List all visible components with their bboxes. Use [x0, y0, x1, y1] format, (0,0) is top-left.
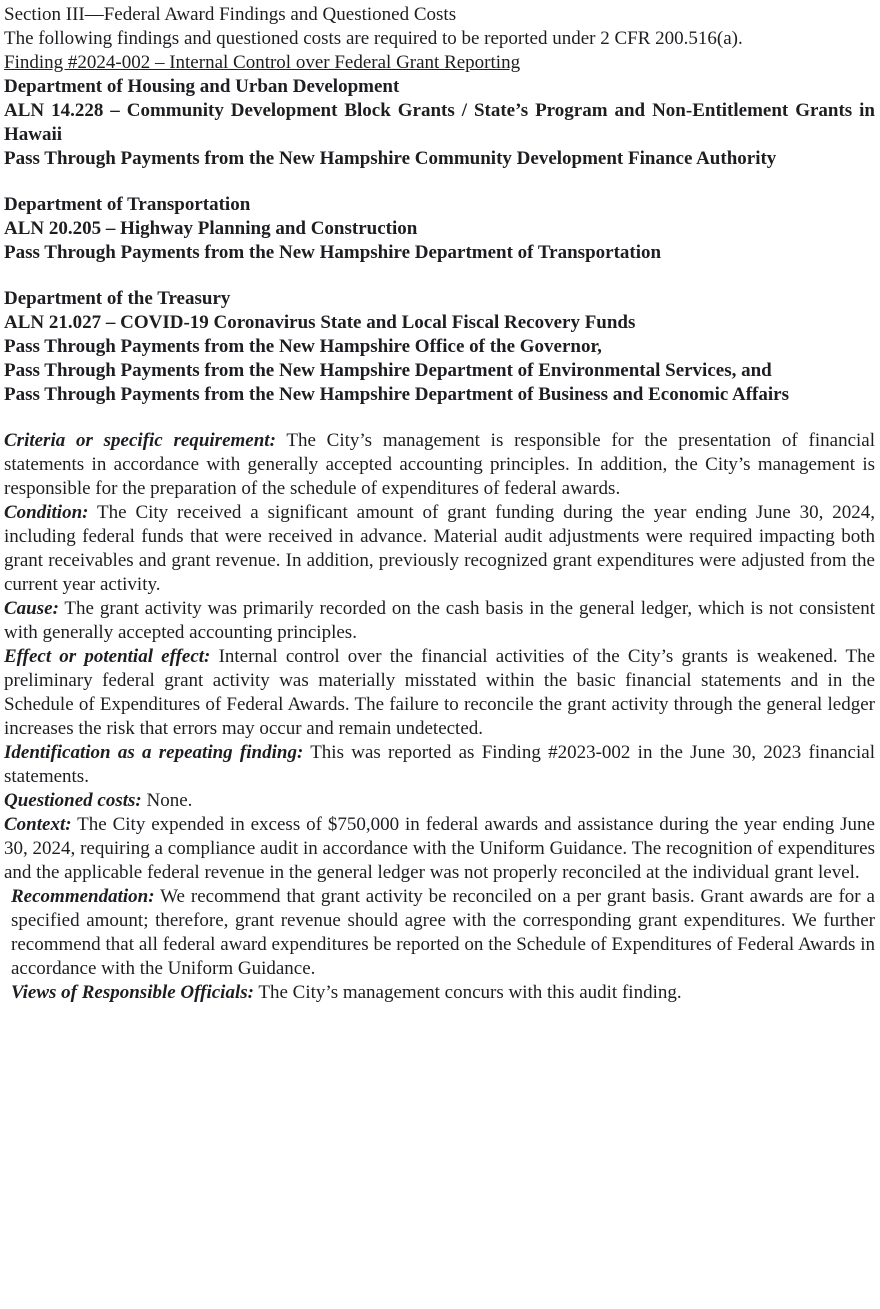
department-block-treasury: [4, 287, 875, 407]
paragraph-label: Context:: [4, 814, 72, 835]
paragraph-text: The City expended in excess of $750,000 in federal awards and assistance during the year ending June 30, 2024, requiring a compliance audit in accordance with the Uniform Guidance. The recognition of expenditures and the applicable federal revenue in the general ledger was not properly reconciled at the individual grant level.: [4, 814, 875, 883]
department-block-transportation: [4, 193, 875, 265]
paragraph-condition: [4, 501, 875, 597]
pass-through-line: Pass Through Payments from the New Hampshire Department of Transportation: [4, 242, 662, 263]
paragraph-text: Internal control over the financial activities of the City’s grants is weakened. The preliminary federal grant activity was materially misstated within the basic financial statements and in the Schedule of Expenditures of Federal Awards. The failure to reconcile the grant activity through the general ledger increases the risk that errors may occur and remain undetected.: [4, 646, 876, 739]
aln-line: ALN 14.228 – Community Development Block Grants / State’s Program and Non-Entitlement Grants in Hawaii: [4, 100, 875, 145]
paragraph-effect: [4, 645, 875, 741]
department-name: Department of Transportation: [4, 194, 251, 215]
pass-through-line: Pass Through Payments from the New Hampshire Department of Business and Economic Affairs: [4, 384, 789, 405]
aln-line: ALN 20.205 – Highway Planning and Construction: [4, 218, 418, 239]
paragraph-text: The grant activity was primarily recorded on the cash basis in the general ledger, which is not consistent with generally accepted accounting principles.: [4, 598, 875, 643]
paragraph-label: Identification as a repeating finding:: [4, 742, 304, 763]
paragraph-text: The City received a significant amount of grant funding during the year ending June 30, 2024, including federal funds that were received in advance. Material audit adjustments were required impacting both grant receivables and grant revenue. In addition, previously recognized grant expenditures were adjusted from the current year activity.: [4, 502, 875, 595]
paragraph-label: Cause:: [4, 598, 59, 619]
paragraph-label: Views of Responsible Officials:: [11, 982, 254, 1003]
aln-line: ALN 21.027 – COVID-19 Coronavirus State and Local Fiscal Recovery Funds: [4, 312, 636, 333]
paragraph-context: [4, 813, 875, 885]
intro-paragraph: The following findings and questioned costs are required to be reported under 2 CFR 200.516(a).: [4, 28, 743, 49]
paragraph-recommendation: [4, 885, 875, 981]
paragraph-questioned-costs: [4, 789, 875, 813]
paragraph-text: The City’s management is responsible for the presentation of financial statements in accordance with generally accepted accounting principles. In addition, the City’s management is responsible for the preparation of the schedule of expenditures of federal awards.: [4, 430, 875, 499]
paragraph-text: The City’s management concurs with this audit finding.: [258, 982, 682, 1003]
department-name: Department of Housing and Urban Development: [4, 76, 400, 97]
paragraph-label: Condition:: [4, 502, 89, 523]
paragraph-label: Effect or potential effect:: [4, 646, 211, 667]
paragraph-repeating-finding: [4, 741, 875, 789]
pass-through-line: Pass Through Payments from the New Hampshire Department of Environmental Services, and: [4, 360, 772, 381]
paragraph-text: We recommend that grant activity be reconciled on a per grant basis. Grant awards are for a specified amount; therefore, grant revenue should agree with the corresponding grant expenditures. We further recommend that all federal award expenditures be reported on the Schedule of Expenditures of Federal Awards in accordance with the Uniform Guidance.: [11, 886, 875, 979]
department-block-housing-urban-development: [4, 75, 875, 171]
paragraph-criteria: [4, 429, 875, 501]
paragraph-label: Criteria or specific requirement:: [4, 430, 276, 451]
paragraph-label: Questioned costs:: [4, 790, 142, 811]
paragraph-views-of-responsible-officials: [4, 981, 875, 1005]
paragraph-text: This was reported as Finding #2023-002 in the June 30, 2023 financial statements.: [4, 742, 875, 787]
finding-heading: Finding #2024-002 – Internal Control over Federal Grant Reporting: [4, 52, 521, 73]
paragraph-cause: [4, 597, 875, 645]
pass-through-line: Pass Through Payments from the New Hampshire Community Development Finance Authority: [4, 148, 777, 169]
section-title: Section III—Federal Award Findings and Questioned Costs: [4, 4, 457, 25]
paragraph-text: None.: [146, 790, 193, 811]
pass-through-line: Pass Through Payments from the New Hampshire Office of the Governor,: [4, 336, 602, 357]
paragraph-label: Recommendation:: [11, 886, 155, 907]
department-name: Department of the Treasury: [4, 288, 231, 309]
